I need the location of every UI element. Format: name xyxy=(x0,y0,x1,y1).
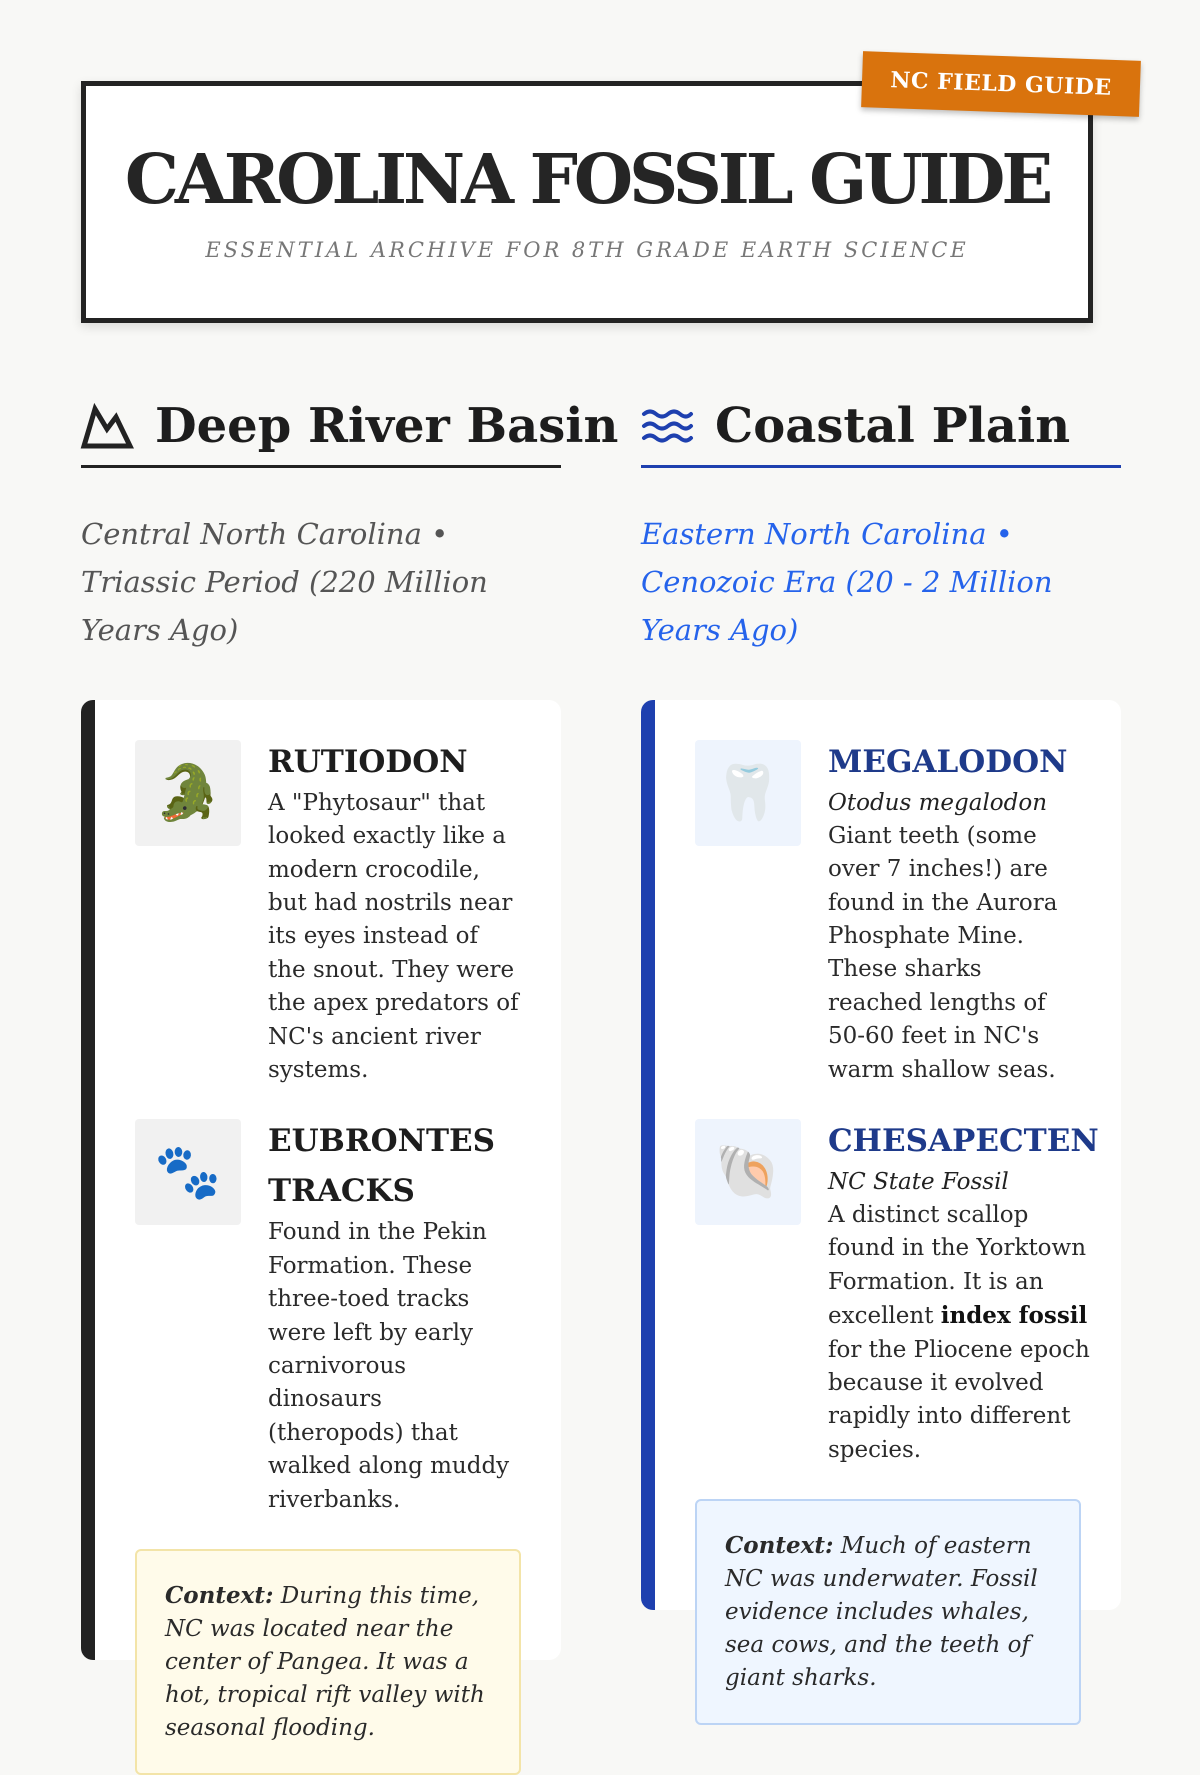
shell-icon: 🐚 xyxy=(695,1119,801,1225)
crocodile-icon: 🐊 xyxy=(135,740,241,846)
section-title: Coastal Plain xyxy=(715,398,1071,454)
section-era: Eastern North Carolina • Cenozoic Era (20 - 2 Million Years Ago) xyxy=(641,516,1053,647)
context-text: During this time, NC was located near the center of Pangea. It was a hot, tropical rift valley with seasonal flooding. xyxy=(165,1583,485,1742)
fossil-card xyxy=(641,700,1121,1692)
context-box xyxy=(135,1549,521,1775)
page-subtitle: ESSENTIAL ARCHIVE FOR 8TH GRADE EARTH SCIENCE xyxy=(205,238,969,262)
fossil-name: MEGALODON xyxy=(828,743,1068,780)
description-part: for the Pliocene epoch because it evolved rapidly into different species. xyxy=(828,1336,1090,1463)
description-part: A distinct scallop found in the Yorktown Formation. It is an excellent xyxy=(828,1202,1087,1330)
fossil-entry xyxy=(135,740,521,1088)
fossil-subtitle: NC State Fossil xyxy=(828,1169,1009,1196)
fossil-entry xyxy=(695,1119,1099,1467)
context-label: Context: xyxy=(165,1582,274,1610)
fossil-entry xyxy=(695,740,1081,1087)
waves-icon xyxy=(641,400,693,452)
fossil-name: RUTIODON xyxy=(268,743,468,780)
fossil-description: A "Phytosaur" that looked exactly like a modern crocodile, but had nostrils near its eyes instead of the snout. They were the apex predators of NC's ancient river systems. xyxy=(268,789,519,1084)
fossil-description xyxy=(828,1199,1099,1467)
fossil-description: Found in the Pekin Formation. These three-toed tracks were left by early carnivorous dinosaurs (theropods) that walked along muddy riverbanks. xyxy=(268,1219,510,1513)
section-era: Central North Carolina • Triassic Period (220 Million Years Ago) xyxy=(81,516,488,647)
context-label: Context: xyxy=(725,1532,834,1560)
section-heading xyxy=(641,400,1121,468)
coastal-plain-section xyxy=(641,398,1121,1692)
fossil-entry xyxy=(135,1119,521,1517)
paw-prints-icon: 🐾 xyxy=(135,1119,241,1225)
index-fossil-term: index fossil xyxy=(940,1302,1088,1330)
fossil-scientific-name: Otodus megalodon xyxy=(828,789,1048,816)
section-heading xyxy=(81,398,619,468)
fossil-name: EUBRONTES TRACKS xyxy=(268,1123,496,1210)
context-box xyxy=(695,1499,1081,1725)
mountain-icon xyxy=(81,400,133,452)
context-text: Much of eastern NC was underwater. Fossil evidence includes whales, sea cows, and the teeth of giant sharks. xyxy=(725,1533,1038,1692)
field-guide-tag: NC FIELD GUIDE xyxy=(861,51,1141,117)
section-title: Deep River Basin xyxy=(155,398,619,454)
deep-river-basin-section xyxy=(81,398,619,1742)
tooth-icon: 🦷 xyxy=(695,740,801,846)
page-title: CAROLINA FOSSIL GUIDE xyxy=(124,140,1050,220)
header-box xyxy=(81,81,1093,323)
fossil-name: CHESAPECTEN xyxy=(828,1123,1099,1160)
fossil-card xyxy=(81,700,561,1742)
fossil-description: Giant teeth (some over 7 inches!) are found in the Aurora Phosphate Mine. These sharks reached lengths of 50-60 feet in NC's warm shallow seas. xyxy=(828,822,1058,1083)
